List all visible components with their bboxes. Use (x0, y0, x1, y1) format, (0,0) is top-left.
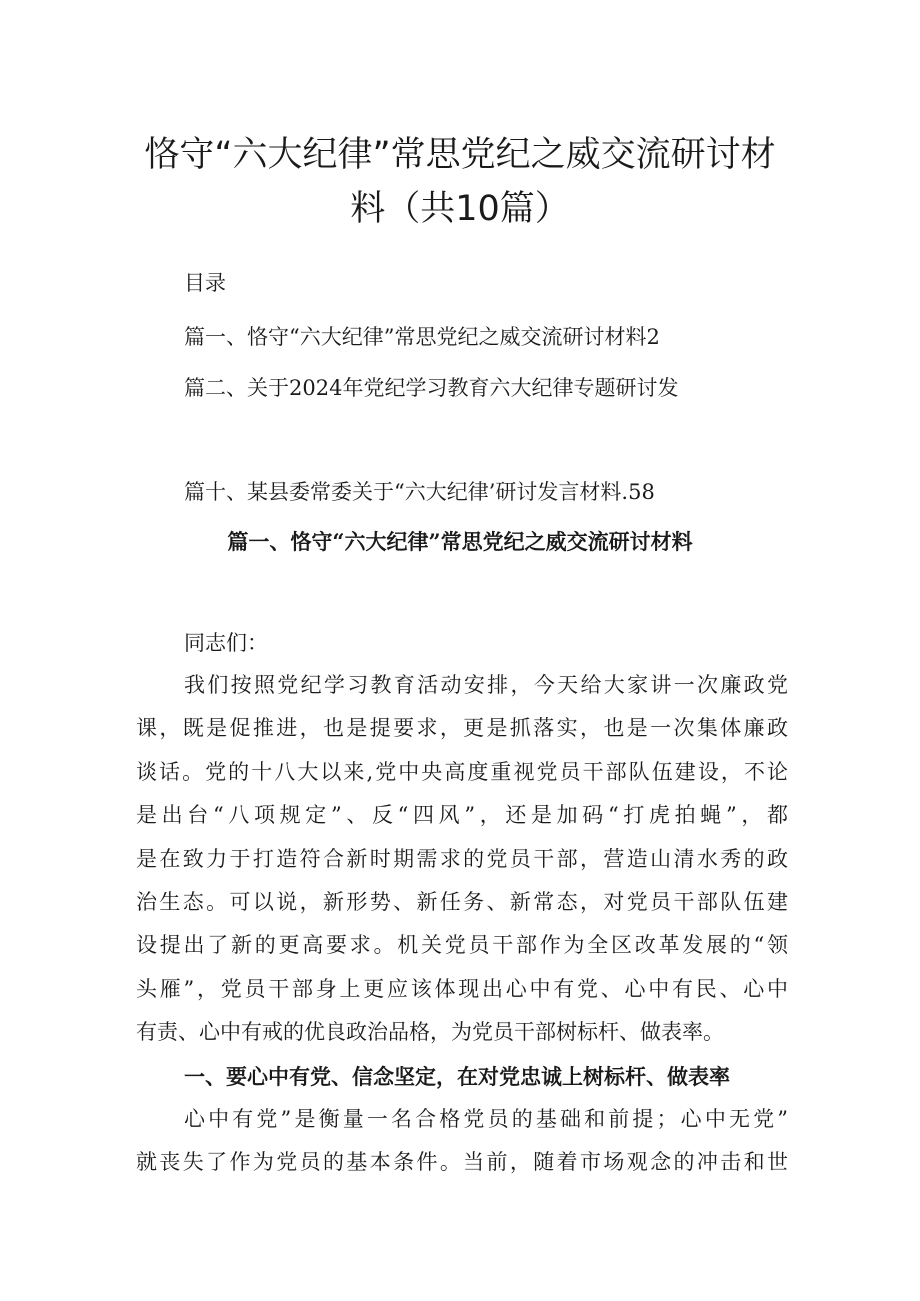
body-line: 头雁”，党员干部身上更应该体现出心中有党、心中有民、心中 (136, 976, 788, 1001)
title-line-1: 恪守“六大纪律”常思党纪之威交流研讨材 (144, 135, 776, 175)
body-line: 是出台“八项规定”、反“四风”，还是加码“打虎拍蝇”，都 (136, 803, 788, 828)
body-line: 课，既是促推进，也是提要求，更是抓落实，也是一次集体廉政 (136, 716, 788, 741)
body-line: 有责、心中有戒的优良政治品格，为党员干部树标杆、做表率。 (136, 1020, 724, 1045)
body-line: 就丧失了作为党员的基本条件。当前，随着市场观念的冲击和世 (136, 1150, 788, 1175)
subsection-heading: 一、要心中有党、信念坚定，在对党忠诚上树标杆、做表率 (184, 1063, 730, 1089)
body-line: 是在致力于打造符合新时期需求的党员干部，营造山清水秀的政 (136, 846, 788, 871)
title-line-2: 料（共10篇） (350, 189, 570, 229)
salutation: 同志们： (184, 631, 268, 655)
body-text (136, 664, 788, 1185)
body-line: 谈话。党的十八大以来,党中央高度重视党员干部队伍建设，不论 (136, 759, 788, 784)
toc-heading: 目录 (184, 271, 226, 295)
section-heading: 篇一、恪守“六大纪律”常思党纪之威交流研讨材料 (227, 529, 693, 554)
body-line: 我们按照党纪学习教育活动安排，今天给大家讲一次廉政党 (184, 673, 788, 697)
body-line: 治生态。可以说，新形势、新任务、新常态，对党员干部队伍建 (136, 889, 788, 914)
toc-entry-1[interactable]: 篇一、恪守“六大纪律”常思党纪之威交流研讨材料2 (184, 325, 660, 349)
body-line: 设提出了新的更高要求。机关党员干部作为全区改革发展的“领 (136, 933, 788, 958)
toc-entry-2[interactable]: 篇二、关于2024年党纪学习教育六大纪律专题研讨发 (184, 376, 679, 400)
toc-entry-10[interactable]: 篇十、某县委常委关于“六大纪律’研讨发言材料.58 (184, 480, 655, 504)
body-line: 心中有党”是衡量一名合格党员的基础和前提；心中无党” (184, 1106, 788, 1131)
document-title (60, 128, 860, 236)
